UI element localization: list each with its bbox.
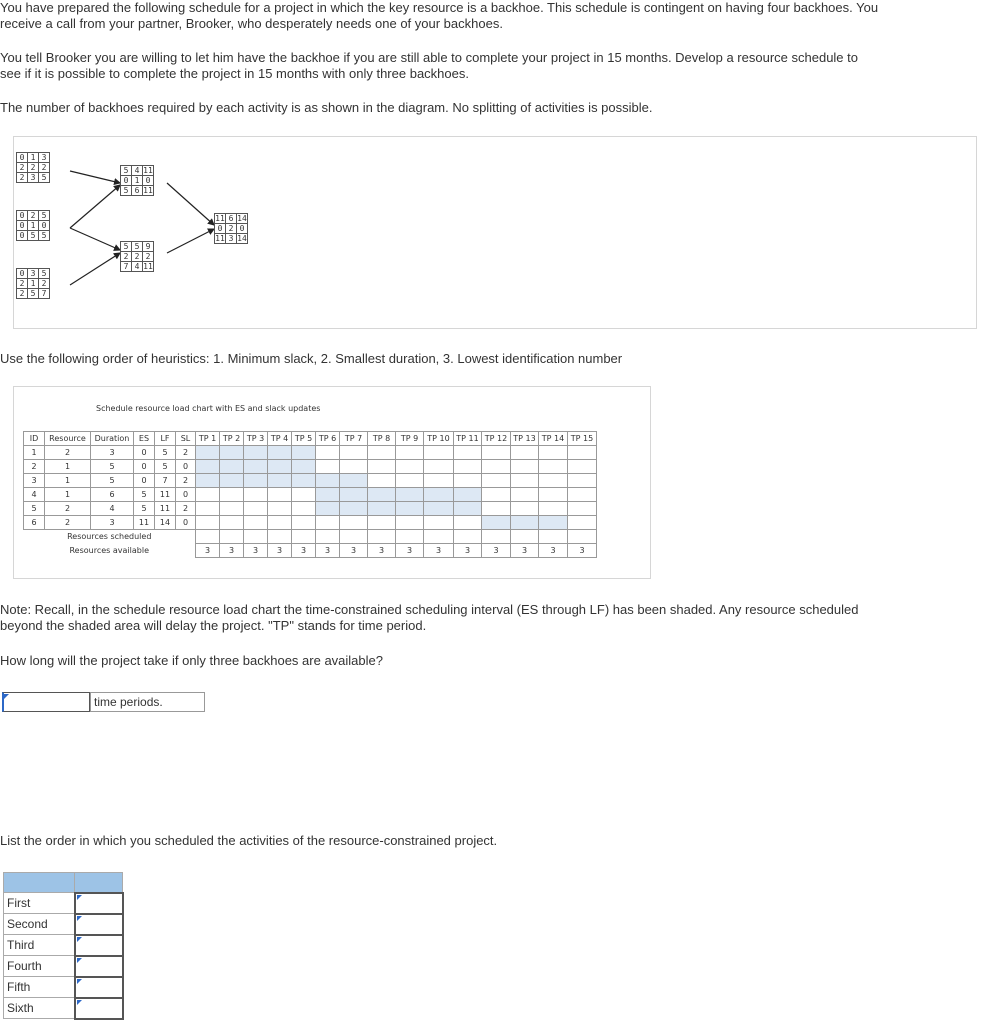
column-header: TP 1: [196, 432, 220, 446]
time-period-cell[interactable]: [268, 488, 292, 502]
time-period-cell[interactable]: [424, 502, 454, 516]
column-header: TP 11: [454, 432, 482, 446]
activity-es-cell: 0: [134, 474, 155, 488]
order-row-label: Fourth: [4, 956, 75, 977]
time-period-cell[interactable]: [568, 460, 597, 474]
time-period-cell[interactable]: [196, 502, 220, 516]
time-period-cell[interactable]: [244, 446, 268, 460]
time-period-cell[interactable]: [396, 460, 424, 474]
activity-id-cell: 6: [24, 516, 45, 530]
time-period-cell[interactable]: [340, 516, 368, 530]
time-period-cell[interactable]: [368, 446, 396, 460]
network-arrows: [14, 137, 978, 330]
time-period-cell[interactable]: [511, 488, 539, 502]
activity-id-cell: 2: [24, 460, 45, 474]
available-cell: 3: [568, 543, 597, 557]
resources-available-row: [24, 543, 597, 557]
activity-lf-cell: 5: [155, 460, 176, 474]
time-period-cell[interactable]: [196, 460, 220, 474]
order-table-header: [4, 873, 123, 893]
time-period-cell[interactable]: [220, 516, 244, 530]
order-header-value-cell: [75, 873, 123, 893]
activity-es-cell: 0: [134, 460, 155, 474]
activity-row: [24, 460, 597, 474]
column-header: TP 5: [292, 432, 316, 446]
activity-sl-cell: 0: [176, 488, 196, 502]
available-cell: 3: [396, 543, 424, 557]
time-period-cell[interactable]: [220, 460, 244, 474]
activity-sl-cell: 2: [176, 474, 196, 488]
time-period-cell[interactable]: [196, 516, 220, 530]
time-period-cell[interactable]: [268, 460, 292, 474]
time-period-cell[interactable]: [511, 446, 539, 460]
answer-flag-icon: [77, 979, 82, 984]
order-answer-input[interactable]: [75, 914, 123, 935]
column-header: TP 15: [568, 432, 597, 446]
load-chart-header-row: [24, 432, 597, 446]
available-cell: 3: [482, 543, 511, 557]
network-node-1: 0 1 3 2 2 2 2 3 5: [16, 152, 50, 183]
time-period-cell[interactable]: [454, 488, 482, 502]
time-period-cell[interactable]: [454, 516, 482, 530]
time-period-cell[interactable]: [568, 516, 597, 530]
scheduled-cell[interactable]: [220, 530, 244, 544]
column-header: ID: [24, 432, 45, 446]
time-period-cell[interactable]: [244, 488, 268, 502]
resource-load-chart: [13, 386, 651, 579]
time-period-cell[interactable]: [292, 474, 316, 488]
time-period-cell[interactable]: [568, 474, 597, 488]
time-period-cell[interactable]: [568, 488, 597, 502]
column-header: TP 9: [396, 432, 424, 446]
time-period-cell[interactable]: [292, 488, 316, 502]
diagram-note-text: The number of backhoes required by each activity is as shown in the diagram. No splitting of activities is possible.: [0, 100, 653, 115]
time-period-cell[interactable]: [539, 460, 568, 474]
scheduled-cell[interactable]: [454, 530, 482, 544]
column-header: TP 7: [340, 432, 368, 446]
time-period-cell[interactable]: [482, 488, 511, 502]
activity-lf-cell: 7: [155, 474, 176, 488]
order-answer-input[interactable]: [75, 893, 123, 914]
time-period-cell[interactable]: [396, 446, 424, 460]
available-cell: 3: [454, 543, 482, 557]
time-period-cell[interactable]: [316, 516, 340, 530]
time-period-cell[interactable]: [424, 460, 454, 474]
order-row-label: First: [4, 893, 75, 914]
activity-es-cell: 5: [134, 502, 155, 516]
question-duration-text: How long will the project take if only three backhoes are available?: [0, 653, 383, 668]
activity-es-cell: 11: [134, 516, 155, 530]
order-row: [4, 977, 123, 998]
time-period-cell[interactable]: [568, 502, 597, 516]
time-period-cell[interactable]: [340, 460, 368, 474]
activity-id-cell: 3: [24, 474, 45, 488]
time-period-cell[interactable]: [396, 474, 424, 488]
scheduled-cell[interactable]: [292, 530, 316, 544]
scheduled-cell[interactable]: [368, 530, 396, 544]
time-period-cell[interactable]: [396, 516, 424, 530]
time-period-cell[interactable]: [454, 446, 482, 460]
available-cell: 3: [292, 543, 316, 557]
time-period-cell[interactable]: [292, 502, 316, 516]
time-period-cell[interactable]: [368, 460, 396, 474]
activity-duration-cell: 3: [91, 516, 134, 530]
order-answer-input[interactable]: [75, 956, 123, 977]
time-period-cell[interactable]: [424, 488, 454, 502]
time-period-cell[interactable]: [244, 516, 268, 530]
time-period-cell[interactable]: [539, 474, 568, 488]
time-period-cell[interactable]: [368, 488, 396, 502]
time-period-cell[interactable]: [511, 502, 539, 516]
note-text: Note: Recall, in the schedule resource load chart the time-constrained scheduling interval (ES through LF) has been shaded. Any resource scheduled beyond the shaded area will delay the project. "TP" stands for time period.: [0, 602, 859, 633]
column-header: TP 10: [424, 432, 454, 446]
question-order-text: List the order in which you scheduled the activities of the resource-constrained project.: [0, 833, 498, 848]
time-period-cell[interactable]: [340, 488, 368, 502]
order-row-label: Fifth: [4, 977, 75, 998]
activity-row: [24, 488, 597, 502]
scheduled-cell[interactable]: [244, 530, 268, 544]
order-answer-input[interactable]: [75, 977, 123, 998]
activity-es-cell: 5: [134, 488, 155, 502]
scheduled-cell[interactable]: [568, 530, 597, 544]
available-cell: 3: [316, 543, 340, 557]
available-cell: 3: [424, 543, 454, 557]
activity-lf-cell: 14: [155, 516, 176, 530]
activity-duration-cell: 5: [91, 474, 134, 488]
network-node-2: 0 2 5 0 1 0 0 5 5: [16, 210, 50, 241]
scheduled-cell[interactable]: [268, 530, 292, 544]
column-header: TP 4: [268, 432, 292, 446]
time-period-cell[interactable]: [220, 488, 244, 502]
scheduled-cell[interactable]: [539, 530, 568, 544]
column-header: TP 3: [244, 432, 268, 446]
time-period-cell[interactable]: [196, 488, 220, 502]
time-period-cell[interactable]: [268, 446, 292, 460]
activity-duration-cell: 5: [91, 460, 134, 474]
network-node-3: 0 3 5 2 1 2 2 5 7: [16, 268, 50, 299]
resources-available-label: Resources available: [69, 545, 149, 555]
time-period-cell[interactable]: [316, 460, 340, 474]
activity-row: [24, 474, 597, 488]
offer-text: You tell Brooker you are willing to let him have the backhoe if you are still able to complete your project in 15 months. Develop a resource schedule to see if it is possible to complete the project in 15 months with only three backhoes.: [0, 50, 858, 81]
scheduled-cell[interactable]: [424, 530, 454, 544]
available-cell: 3: [268, 543, 292, 557]
time-period-cell[interactable]: [220, 474, 244, 488]
time-period-cell[interactable]: [292, 516, 316, 530]
time-period-cell[interactable]: [539, 446, 568, 460]
answer-flag-icon: [77, 916, 82, 921]
available-cell: 3: [244, 543, 268, 557]
activity-resource-cell: 1: [45, 474, 91, 488]
time-period-cell[interactable]: [368, 516, 396, 530]
answer-flag-icon: [77, 937, 82, 942]
activity-resource-cell: 2: [45, 502, 91, 516]
order-answer-input[interactable]: [75, 998, 123, 1019]
network-diagram: [13, 136, 977, 329]
heuristics-text: Use the following order of heuristics: 1. Minimum slack, 2. Smallest duration, 3. Lowest identification number: [0, 351, 623, 366]
time-period-cell[interactable]: [368, 502, 396, 516]
available-cell: 3: [220, 543, 244, 557]
available-cell: 3: [539, 543, 568, 557]
answer-flag-icon: [77, 958, 82, 963]
order-row: [4, 914, 123, 935]
activity-duration-cell: 3: [91, 446, 134, 460]
activity-id-cell: 5: [24, 502, 45, 516]
activity-id-cell: 4: [24, 488, 45, 502]
time-period-cell[interactable]: [511, 516, 539, 530]
column-header: TP 8: [368, 432, 396, 446]
activity-order-table: [3, 872, 124, 1020]
time-period-cell[interactable]: [454, 460, 482, 474]
column-header: SL: [176, 432, 196, 446]
network-node-6: 11 6 14 0 2 0 11 3 14: [215, 214, 247, 243]
time-period-cell[interactable]: [511, 460, 539, 474]
time-period-cell[interactable]: [268, 516, 292, 530]
resources-scheduled-row: [24, 530, 597, 544]
load-chart-title: Schedule resource load chart with ES and slack updates: [96, 404, 321, 413]
time-period-cell[interactable]: [340, 502, 368, 516]
activity-sl-cell: 0: [176, 460, 196, 474]
time-period-cell[interactable]: [482, 460, 511, 474]
time-period-cell[interactable]: [268, 474, 292, 488]
time-period-cell[interactable]: [482, 474, 511, 488]
scheduled-cell[interactable]: [316, 530, 340, 544]
time-period-cell[interactable]: [454, 502, 482, 516]
time-period-cell[interactable]: [268, 502, 292, 516]
order-row: [4, 956, 123, 977]
answer-flag-icon: [4, 694, 9, 699]
time-period-cell[interactable]: [482, 516, 511, 530]
scheduled-cell[interactable]: [396, 530, 424, 544]
time-period-cell[interactable]: [244, 474, 268, 488]
time-period-cell[interactable]: [424, 446, 454, 460]
scheduled-cell[interactable]: [196, 530, 220, 544]
scheduled-cell[interactable]: [511, 530, 539, 544]
time-period-cell[interactable]: [220, 502, 244, 516]
time-period-cell[interactable]: [424, 474, 454, 488]
time-period-cell[interactable]: [396, 488, 424, 502]
column-header: Duration: [91, 432, 134, 446]
time-period-cell[interactable]: [539, 502, 568, 516]
order-row-label: Sixth: [4, 998, 75, 1019]
resources-scheduled-label: Resources scheduled: [67, 532, 152, 541]
activity-row: [24, 446, 597, 460]
available-cell: 3: [196, 543, 220, 557]
time-period-cell[interactable]: [316, 502, 340, 516]
activity-row: [24, 516, 597, 530]
order-answer-input[interactable]: [75, 935, 123, 956]
load-chart-grid: [23, 431, 597, 558]
time-period-cell[interactable]: [316, 488, 340, 502]
time-period-cell[interactable]: [482, 446, 511, 460]
activity-row: [24, 502, 597, 516]
available-cell: 3: [368, 543, 396, 557]
column-header: LF: [155, 432, 176, 446]
available-cell: 3: [340, 543, 368, 557]
order-row: [4, 893, 123, 914]
activity-duration-cell: 4: [91, 502, 134, 516]
column-header: TP 14: [539, 432, 568, 446]
activity-sl-cell: 2: [176, 446, 196, 460]
activity-sl-cell: 2: [176, 502, 196, 516]
duration-answer-input[interactable]: [2, 692, 90, 712]
answer-flag-icon: [77, 1000, 82, 1005]
activity-resource-cell: 1: [45, 460, 91, 474]
activity-resource-cell: 2: [45, 446, 91, 460]
time-period-cell[interactable]: [424, 516, 454, 530]
available-cell: 3: [511, 543, 539, 557]
order-row: [4, 998, 123, 1019]
time-period-cell[interactable]: [340, 474, 368, 488]
time-period-cell[interactable]: [244, 502, 268, 516]
activity-resource-cell: 1: [45, 488, 91, 502]
column-header: TP 2: [220, 432, 244, 446]
time-period-cell[interactable]: [482, 502, 511, 516]
network-node-5: 5 5 9 2 2 2 7 4 11: [120, 241, 154, 272]
activity-es-cell: 0: [134, 446, 155, 460]
answer-flag-icon: [77, 895, 82, 900]
activity-lf-cell: 11: [155, 488, 176, 502]
column-header: TP 6: [316, 432, 340, 446]
time-period-cell[interactable]: [220, 446, 244, 460]
scheduled-cell[interactable]: [340, 530, 368, 544]
time-period-cell[interactable]: [368, 474, 396, 488]
column-header: TP 13: [511, 432, 539, 446]
column-header: ES: [134, 432, 155, 446]
time-period-cell[interactable]: [292, 460, 316, 474]
order-row-label: Third: [4, 935, 75, 956]
activity-id-cell: 1: [24, 446, 45, 460]
column-header: TP 12: [482, 432, 511, 446]
time-period-cell[interactable]: [568, 446, 597, 460]
time-period-cell[interactable]: [539, 516, 568, 530]
time-period-cell[interactable]: [196, 446, 220, 460]
time-period-cell[interactable]: [292, 446, 316, 460]
activity-duration-cell: 6: [91, 488, 134, 502]
intro-text: You have prepared the following schedule for a project in which the key resource is a backhoe. This schedule is contingent on having four backhoes. You receive a call from your partner, Brooker, who desperately needs one of your backhoes.: [0, 0, 879, 31]
activity-sl-cell: 0: [176, 516, 196, 530]
scheduled-cell[interactable]: [482, 530, 511, 544]
duration-unit-label: time periods.: [90, 692, 205, 712]
time-period-cell[interactable]: [511, 474, 539, 488]
time-period-cell[interactable]: [244, 460, 268, 474]
time-period-cell[interactable]: [340, 446, 368, 460]
time-period-cell[interactable]: [539, 488, 568, 502]
time-period-cell[interactable]: [196, 474, 220, 488]
activity-resource-cell: 2: [45, 516, 91, 530]
order-header-label-cell: [4, 873, 75, 893]
time-period-cell[interactable]: [454, 474, 482, 488]
activity-lf-cell: 5: [155, 446, 176, 460]
network-node-4: 5 4 11 0 1 0 5 6 11: [120, 165, 154, 196]
time-period-cell[interactable]: [316, 474, 340, 488]
time-period-cell[interactable]: [316, 446, 340, 460]
time-period-cell[interactable]: [396, 502, 424, 516]
order-row-label: Second: [4, 914, 75, 935]
activity-lf-cell: 11: [155, 502, 176, 516]
order-row: [4, 935, 123, 956]
column-header: Resource: [45, 432, 91, 446]
